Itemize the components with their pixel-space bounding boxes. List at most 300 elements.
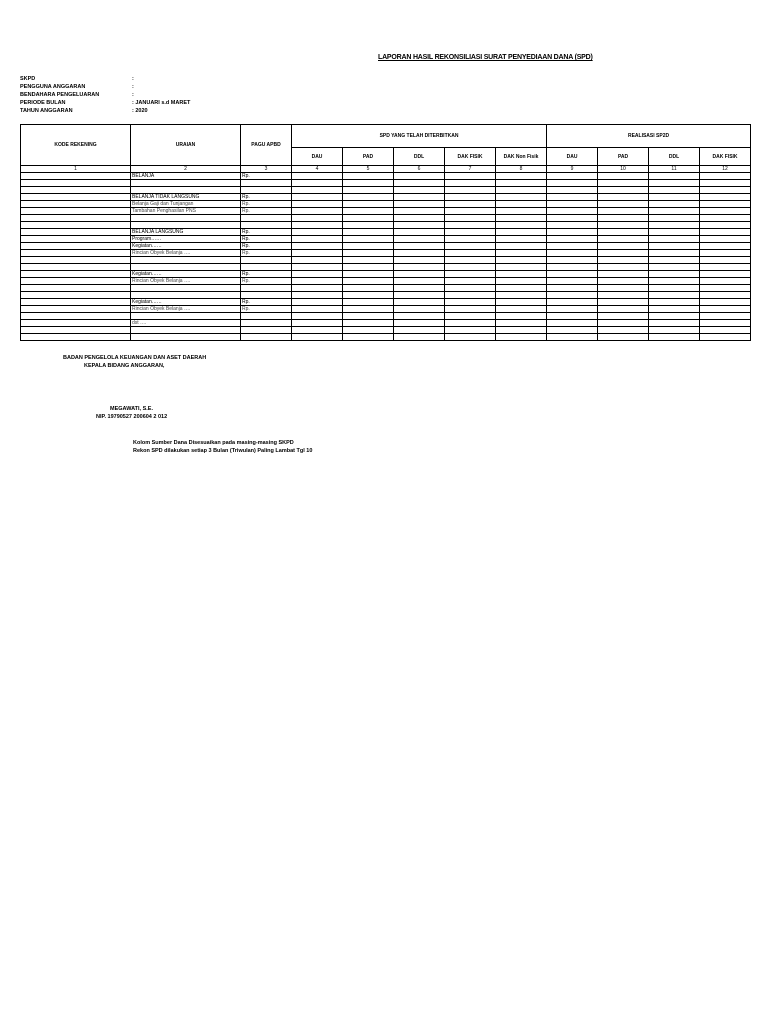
cell-amount xyxy=(496,334,547,341)
cell-amount xyxy=(343,306,394,313)
cell-amount xyxy=(343,180,394,187)
table-row xyxy=(21,222,751,229)
cell-amount xyxy=(547,208,598,215)
cell-amount xyxy=(700,320,751,327)
cell-kode-rekening xyxy=(21,229,131,236)
cell-uraian: Rincian Obyek Belanja …. xyxy=(131,250,241,257)
header-spd-dak-non-fisik: DAK Non Fisik xyxy=(496,148,547,166)
cell-amount xyxy=(496,313,547,320)
cell-amount xyxy=(292,334,343,341)
header-realisasi-group: REALISASI SP2D xyxy=(547,125,751,148)
cell-amount xyxy=(598,264,649,271)
cell-amount xyxy=(445,271,496,278)
cell-amount xyxy=(445,264,496,271)
cell-amount xyxy=(700,271,751,278)
header-realisasi-pad: PAD xyxy=(598,148,649,166)
signature-name: MEGAWATI, S.E. xyxy=(110,406,153,412)
cell-amount xyxy=(394,229,445,236)
cell-amount xyxy=(547,271,598,278)
cell-kode-rekening xyxy=(21,187,131,194)
cell-kode-rekening xyxy=(21,313,131,320)
info-value: : 2020 xyxy=(132,108,148,114)
cell-amount xyxy=(343,173,394,180)
cell-amount xyxy=(292,243,343,250)
cell-amount xyxy=(496,327,547,334)
cell-amount xyxy=(343,208,394,215)
cell-amount xyxy=(649,201,700,208)
column-number-row xyxy=(21,166,751,173)
cell-amount xyxy=(598,250,649,257)
reconciliation-table xyxy=(20,124,751,341)
cell-amount xyxy=(343,334,394,341)
info-value: : xyxy=(132,84,134,90)
column-number: 9 xyxy=(547,166,598,173)
cell-uraian: Tambahan Penghasilan PNS xyxy=(131,208,241,215)
cell-amount xyxy=(700,187,751,194)
table-row xyxy=(21,236,751,243)
cell-pagu-apbd xyxy=(241,215,292,222)
cell-amount xyxy=(598,187,649,194)
cell-amount xyxy=(496,257,547,264)
cell-amount xyxy=(496,299,547,306)
cell-amount xyxy=(496,194,547,201)
cell-amount xyxy=(445,285,496,292)
cell-pagu-apbd xyxy=(241,292,292,299)
header-spd-dak-fisik: DAK FISIK xyxy=(445,148,496,166)
cell-amount xyxy=(394,285,445,292)
cell-kode-rekening xyxy=(21,201,131,208)
cell-amount xyxy=(547,264,598,271)
table-row xyxy=(21,201,751,208)
cell-amount xyxy=(598,222,649,229)
report-title: LAPORAN HASIL REKONSILIASI SURAT PENYEDIAAN DANA (SPD) xyxy=(378,54,593,61)
cell-amount xyxy=(649,278,700,285)
cell-pagu-apbd xyxy=(241,264,292,271)
cell-amount xyxy=(598,201,649,208)
cell-amount xyxy=(598,306,649,313)
column-number: 7 xyxy=(445,166,496,173)
cell-amount xyxy=(292,264,343,271)
cell-amount xyxy=(649,327,700,334)
cell-amount xyxy=(343,292,394,299)
cell-amount xyxy=(292,292,343,299)
column-number: 5 xyxy=(343,166,394,173)
cell-uraian: Belanja Gaji dan Tunjangan xyxy=(131,201,241,208)
cell-kode-rekening xyxy=(21,215,131,222)
cell-amount xyxy=(598,292,649,299)
cell-uraian xyxy=(131,334,241,341)
cell-pagu-apbd: Rp. xyxy=(241,173,292,180)
column-number: 12 xyxy=(700,166,751,173)
cell-amount xyxy=(496,222,547,229)
cell-amount xyxy=(445,299,496,306)
cell-uraian xyxy=(131,313,241,320)
cell-amount xyxy=(445,306,496,313)
cell-amount xyxy=(649,222,700,229)
cell-amount xyxy=(394,208,445,215)
info-value: : xyxy=(132,76,134,82)
cell-amount xyxy=(649,208,700,215)
cell-pagu-apbd: Rp. xyxy=(241,306,292,313)
cell-kode-rekening xyxy=(21,194,131,201)
cell-amount xyxy=(394,187,445,194)
cell-amount xyxy=(292,222,343,229)
cell-amount xyxy=(343,243,394,250)
cell-amount xyxy=(649,285,700,292)
header-realisasi-dak-fisik: DAK FISIK xyxy=(700,148,751,166)
column-number: 3 xyxy=(241,166,292,173)
cell-amount xyxy=(445,215,496,222)
cell-pagu-apbd: Rp. xyxy=(241,229,292,236)
cell-amount xyxy=(700,222,751,229)
table-row xyxy=(21,208,751,215)
cell-amount xyxy=(292,194,343,201)
cell-amount xyxy=(649,292,700,299)
cell-amount xyxy=(700,243,751,250)
table-body xyxy=(21,166,751,341)
cell-amount xyxy=(700,229,751,236)
cell-amount xyxy=(598,327,649,334)
table-row xyxy=(21,257,751,264)
cell-amount xyxy=(649,243,700,250)
table-row xyxy=(21,194,751,201)
cell-uraian: Rincian Obyek Belanja …. xyxy=(131,278,241,285)
cell-amount xyxy=(598,229,649,236)
cell-amount xyxy=(292,257,343,264)
cell-amount xyxy=(598,215,649,222)
cell-amount xyxy=(343,271,394,278)
cell-amount xyxy=(343,236,394,243)
cell-amount xyxy=(649,313,700,320)
cell-uraian xyxy=(131,285,241,292)
cell-amount xyxy=(496,271,547,278)
cell-amount xyxy=(547,236,598,243)
header-row-top xyxy=(21,125,751,148)
cell-kode-rekening xyxy=(21,285,131,292)
cell-amount xyxy=(496,285,547,292)
cell-amount xyxy=(445,222,496,229)
cell-amount xyxy=(496,320,547,327)
cell-amount xyxy=(445,327,496,334)
cell-amount xyxy=(343,320,394,327)
cell-amount xyxy=(700,194,751,201)
cell-amount xyxy=(649,334,700,341)
cell-amount xyxy=(343,278,394,285)
header-kode-rekening: KODE REKENING xyxy=(21,125,131,166)
cell-amount xyxy=(496,243,547,250)
table-row xyxy=(21,173,751,180)
cell-amount xyxy=(649,271,700,278)
cell-amount xyxy=(700,285,751,292)
cell-amount xyxy=(547,327,598,334)
cell-amount xyxy=(343,250,394,257)
cell-amount xyxy=(598,236,649,243)
cell-amount xyxy=(445,243,496,250)
cell-kode-rekening xyxy=(21,264,131,271)
cell-amount xyxy=(292,229,343,236)
cell-pagu-apbd: Rp. xyxy=(241,299,292,306)
cell-amount xyxy=(394,173,445,180)
cell-amount xyxy=(292,327,343,334)
cell-amount xyxy=(394,264,445,271)
cell-amount xyxy=(394,271,445,278)
cell-kode-rekening xyxy=(21,208,131,215)
column-number: 4 xyxy=(292,166,343,173)
cell-amount xyxy=(700,257,751,264)
column-number: 8 xyxy=(496,166,547,173)
cell-amount xyxy=(394,327,445,334)
cell-amount xyxy=(445,278,496,285)
cell-uraian: Kegiatan…… xyxy=(131,299,241,306)
cell-uraian xyxy=(131,187,241,194)
cell-amount xyxy=(598,278,649,285)
cell-amount xyxy=(649,180,700,187)
cell-amount xyxy=(496,264,547,271)
cell-amount xyxy=(445,187,496,194)
table-row xyxy=(21,215,751,222)
cell-amount xyxy=(343,194,394,201)
cell-amount xyxy=(547,320,598,327)
cell-amount xyxy=(598,194,649,201)
cell-amount xyxy=(445,250,496,257)
cell-amount xyxy=(598,334,649,341)
cell-kode-rekening xyxy=(21,236,131,243)
cell-amount xyxy=(700,264,751,271)
cell-amount xyxy=(292,201,343,208)
cell-amount xyxy=(292,271,343,278)
cell-amount xyxy=(649,215,700,222)
cell-kode-rekening xyxy=(21,278,131,285)
info-value: : JANUARI s.d MARET xyxy=(132,100,191,106)
cell-amount xyxy=(394,299,445,306)
cell-uraian xyxy=(131,327,241,334)
cell-amount xyxy=(445,173,496,180)
cell-kode-rekening xyxy=(21,306,131,313)
cell-amount xyxy=(496,208,547,215)
cell-amount xyxy=(343,327,394,334)
table-row xyxy=(21,264,751,271)
cell-amount xyxy=(649,236,700,243)
info-label: TAHUN ANGGARAN xyxy=(20,108,73,114)
cell-amount xyxy=(598,271,649,278)
cell-kode-rekening xyxy=(21,334,131,341)
cell-amount xyxy=(598,320,649,327)
cell-pagu-apbd: Rp. xyxy=(241,271,292,278)
cell-kode-rekening xyxy=(21,243,131,250)
cell-amount xyxy=(547,299,598,306)
cell-amount xyxy=(700,313,751,320)
cell-amount xyxy=(700,327,751,334)
header-pagu-apbd: PAGU APBD xyxy=(241,125,292,166)
cell-uraian: Program…… xyxy=(131,236,241,243)
cell-kode-rekening xyxy=(21,250,131,257)
cell-pagu-apbd xyxy=(241,285,292,292)
cell-uraian xyxy=(131,180,241,187)
cell-pagu-apbd: Rp. xyxy=(241,236,292,243)
cell-amount xyxy=(394,215,445,222)
cell-amount xyxy=(445,334,496,341)
cell-amount xyxy=(292,187,343,194)
cell-amount xyxy=(292,320,343,327)
cell-amount xyxy=(496,173,547,180)
cell-kode-rekening xyxy=(21,257,131,264)
cell-amount xyxy=(292,313,343,320)
cell-amount xyxy=(547,187,598,194)
table-row xyxy=(21,250,751,257)
cell-uraian: Kegiatan…… xyxy=(131,243,241,250)
cell-amount xyxy=(547,222,598,229)
cell-amount xyxy=(700,250,751,257)
header-spd-dau: DAU xyxy=(292,148,343,166)
cell-amount xyxy=(394,243,445,250)
cell-amount xyxy=(343,264,394,271)
cell-amount xyxy=(394,222,445,229)
cell-amount xyxy=(394,278,445,285)
cell-amount xyxy=(547,306,598,313)
cell-amount xyxy=(394,180,445,187)
cell-amount xyxy=(649,194,700,201)
table-row xyxy=(21,306,751,313)
cell-amount xyxy=(547,243,598,250)
cell-amount xyxy=(700,299,751,306)
cell-amount xyxy=(547,285,598,292)
cell-pagu-apbd: Rp. xyxy=(241,201,292,208)
cell-amount xyxy=(394,320,445,327)
info-label: PERIODE BULAN xyxy=(20,100,66,106)
header-uraian: URAIAN xyxy=(131,125,241,166)
cell-amount xyxy=(343,229,394,236)
info-label: BENDAHARA PENGELUARAN xyxy=(20,92,100,98)
cell-amount xyxy=(547,229,598,236)
cell-amount xyxy=(292,299,343,306)
cell-amount xyxy=(292,285,343,292)
cell-amount xyxy=(343,201,394,208)
cell-amount xyxy=(445,292,496,299)
table-row xyxy=(21,180,751,187)
signature-org: BADAN PENGELOLA KEUANGAN DAN ASET DAERAH xyxy=(63,355,207,361)
cell-amount xyxy=(700,215,751,222)
cell-amount xyxy=(649,257,700,264)
table-row xyxy=(21,327,751,334)
cell-amount xyxy=(547,250,598,257)
cell-pagu-apbd xyxy=(241,222,292,229)
column-number: 11 xyxy=(649,166,700,173)
cell-amount xyxy=(343,222,394,229)
cell-amount xyxy=(292,236,343,243)
cell-pagu-apbd: Rp. xyxy=(241,278,292,285)
info-label: PENGGUNA ANGGARAN xyxy=(20,84,86,90)
cell-amount xyxy=(598,313,649,320)
cell-amount xyxy=(598,285,649,292)
cell-amount xyxy=(649,187,700,194)
cell-amount xyxy=(598,173,649,180)
cell-amount xyxy=(445,208,496,215)
table-row xyxy=(21,285,751,292)
cell-uraian: BELANJA xyxy=(131,173,241,180)
cell-amount xyxy=(649,229,700,236)
cell-amount xyxy=(649,320,700,327)
cell-uraian: BELANJA LANGSUNG xyxy=(131,229,241,236)
cell-amount xyxy=(292,173,343,180)
column-number: 2 xyxy=(131,166,241,173)
cell-amount xyxy=(700,201,751,208)
cell-amount xyxy=(700,306,751,313)
cell-amount xyxy=(394,194,445,201)
cell-pagu-apbd xyxy=(241,327,292,334)
cell-amount xyxy=(496,278,547,285)
cell-amount xyxy=(496,229,547,236)
cell-amount xyxy=(598,243,649,250)
table-row xyxy=(21,313,751,320)
cell-amount xyxy=(496,306,547,313)
cell-amount xyxy=(649,250,700,257)
cell-amount xyxy=(343,215,394,222)
cell-kode-rekening xyxy=(21,173,131,180)
cell-pagu-apbd xyxy=(241,313,292,320)
cell-amount xyxy=(496,250,547,257)
cell-amount xyxy=(700,292,751,299)
header-spd-group: SPD YANG TELAH DITERBITKAN xyxy=(292,125,547,148)
cell-amount xyxy=(292,215,343,222)
cell-amount xyxy=(598,257,649,264)
cell-kode-rekening xyxy=(21,299,131,306)
cell-amount xyxy=(292,278,343,285)
cell-amount xyxy=(394,250,445,257)
column-number: 1 xyxy=(21,166,131,173)
cell-uraian xyxy=(131,257,241,264)
cell-amount xyxy=(343,285,394,292)
table-row xyxy=(21,292,751,299)
cell-amount xyxy=(343,313,394,320)
cell-amount xyxy=(292,306,343,313)
cell-amount xyxy=(445,313,496,320)
cell-uraian: Rincian Obyek Belanja …. xyxy=(131,306,241,313)
cell-amount xyxy=(598,180,649,187)
table-row xyxy=(21,278,751,285)
table-row xyxy=(21,334,751,341)
header-realisasi-ddl: DDL xyxy=(649,148,700,166)
cell-amount xyxy=(394,201,445,208)
cell-amount xyxy=(343,299,394,306)
cell-amount xyxy=(547,180,598,187)
cell-kode-rekening xyxy=(21,327,131,334)
cell-amount xyxy=(292,250,343,257)
cell-uraian: dst …. xyxy=(131,320,241,327)
cell-uraian xyxy=(131,215,241,222)
cell-amount xyxy=(598,299,649,306)
header-spd-ddl: DDL xyxy=(394,148,445,166)
cell-amount xyxy=(445,194,496,201)
cell-amount xyxy=(649,299,700,306)
cell-amount xyxy=(394,306,445,313)
note-line: Kolom Sumber Dana Disesuaikan pada masing-masing SKPD xyxy=(133,440,294,446)
cell-amount xyxy=(700,208,751,215)
signature-position: KEPALA BIDANG ANGGARAN, xyxy=(84,363,165,369)
cell-amount xyxy=(700,334,751,341)
cell-amount xyxy=(445,229,496,236)
cell-amount xyxy=(445,257,496,264)
cell-amount xyxy=(496,180,547,187)
table-row xyxy=(21,243,751,250)
cell-uraian: Kegiatan…… xyxy=(131,271,241,278)
table-row xyxy=(21,229,751,236)
cell-amount xyxy=(547,194,598,201)
cell-uraian xyxy=(131,292,241,299)
table-row xyxy=(21,320,751,327)
column-number: 10 xyxy=(598,166,649,173)
cell-pagu-apbd: Rp. xyxy=(241,194,292,201)
cell-uraian xyxy=(131,222,241,229)
